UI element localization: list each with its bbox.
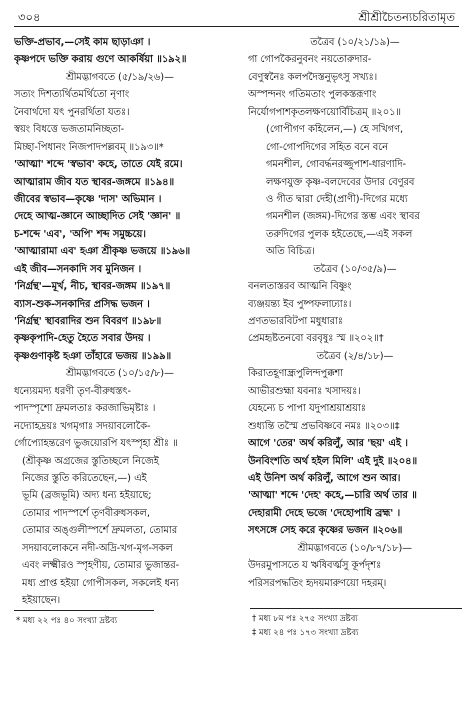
- text-line: যেহন্যে চ পাপা যদুপাশ্রয়াশ্রয়াঃ: [248, 403, 366, 415]
- text-line: তোমার অঙ্গুলীস্পর্শে দ্রুমলতা, তোমার: [22, 525, 178, 537]
- text-line: 'আত্মারামা এব' হঞা শ্রীকৃষ্ণ ভজয়ে ॥১৯৬॥: [14, 246, 191, 258]
- text-line: 'আত্মা' শব্দে 'দেহ' কহে,—চারি অর্থ তার ॥: [248, 490, 417, 502]
- text-line: বেণুস্বনৈঃ কলপদৈস্তনুভৃৎসু সখ্যঃ।: [248, 71, 378, 83]
- text-line: বনলতাস্তরব আত্মনি বিষ্ণুং: [248, 281, 352, 293]
- text-line: উনবিংশতি অর্থ হইল মিলি' এই দুই ॥২০৪॥: [248, 455, 418, 467]
- text-line: এবং লক্ষ্মীরও স্পৃহণীয়, তোমার ভুজান্তর-: [22, 560, 180, 572]
- text-line: গো-গোপদিগের সহিত বনে বনে: [266, 141, 388, 153]
- text-line: শ্রীমদ্ভাগবতে (৫/১৯/২৬)—: [66, 71, 174, 83]
- right-footnote-2: ‡ মধ্য ২৪ পঃ ১৭৩ সংখ্যা দ্রষ্টব্য: [252, 627, 359, 637]
- text-line: আত্মারাম জীব যত স্থাবর-জঙ্গমে ॥১৯৪॥: [14, 176, 175, 188]
- text-line: সত্যং দিশত্যর্থিতমর্থিতো নৃণাং: [14, 89, 130, 101]
- text-line: শ্রীমদ্ভাগবতে (১০/৮৭/১৮)—: [297, 542, 413, 554]
- left-text-column: [14, 34, 226, 609]
- text-line: দেহারামী দেহে ভজে 'দেহোপাধি ব্রহ্ম' ।: [248, 507, 401, 519]
- text-line: ধন্যেয়মদ্য ধরণী তৃণ-বীরুধস্তৎ-: [14, 385, 132, 397]
- text-line: চ-শব্দে 'এব', 'অপি' শব্দ সমুচ্চয়ে।: [14, 228, 146, 240]
- text-line: গমনশীল (জঙ্গম)-দিগের স্তম্ভ এবং স্থাবর: [266, 211, 420, 223]
- text-line: 'আত্মা' শব্দে 'স্বভাব' কহে, তাতে যেই রমে।: [14, 159, 183, 171]
- left-footnote: * মধ্য ২২ পঃ ৪০ সংখ্যা দ্রষ্টব্য: [16, 615, 118, 625]
- text-line: তত্রৈব (২/৪/১৮)—: [316, 350, 394, 362]
- text-line: জীবের স্বভাব—কৃষ্ণে 'দাস' অভিমান ।: [14, 193, 162, 205]
- text-line: কৃষ্ণগুণাকৃষ্ট হঞা তাঁহারে ভজয় ॥১৯৯॥: [14, 350, 172, 362]
- text-line: এই উনিশ অর্থ করিলুঁ, আগে শুন আর।: [248, 472, 401, 484]
- text-line: নিজের স্তুতি করিতেছেন,—) এই: [22, 472, 147, 484]
- text-line: স্বয়ং বিধত্তে ভজতামনিচ্ছতা-: [14, 124, 125, 136]
- text-line: তোমার পাদস্পর্শে তৃণবীরুধসকল,: [22, 507, 150, 519]
- text-line: নির্যোগপাশকৃতলক্ষণয়োর্বিচিত্রম্ ॥২০১॥: [248, 106, 401, 118]
- left-footnote-rule: [14, 610, 154, 611]
- text-line: সৎসঙ্গে সেহ করে কৃষ্ণের ভজন ॥২০৬॥: [248, 525, 403, 537]
- book-title: শ্রীশ্রীচৈতন্যচরিতামৃত: [358, 10, 455, 24]
- page-number: ৩০৪: [18, 10, 41, 24]
- text-line: ভক্তি-প্রভাব,—সেই কাম ছাড়াঞা ।: [14, 37, 151, 48]
- text-line: নৈবার্থদো যৎ পুনরর্থিতা যতঃ।: [14, 106, 130, 118]
- text-line: কৃষ্ণকৃপাদি-হেতু হৈতে সবার উদয় ।: [14, 333, 151, 345]
- text-line: শুধ্যন্তি তস্মৈ প্রভবিষ্ণবে নমঃ ॥২০৩॥‡: [248, 420, 400, 432]
- text-line: নদ্যোহদ্রয়ঃ খগমৃগাঃ সদয়াবলোকৈ-: [14, 420, 151, 432]
- text-line: সদয়াবলোকনে নদী-অদ্রি-খগ-মৃগ-সকল: [22, 542, 173, 554]
- text-line: ভূমি (ব্রজভূমি) অদ্য ধন্য হইয়াছে;: [22, 490, 152, 502]
- text-line: কিরাতহূণান্ধ্রপুলিন্দপুক্কশা: [248, 368, 344, 380]
- right-text-column: [248, 34, 462, 592]
- text-line: লক্ষণযুক্ত কৃষ্ণ-বলদেবের উদার বেণুরব: [266, 176, 415, 188]
- page-header: [14, 8, 459, 27]
- text-line: অস্পন্দনং গতিমতাং পুলকস্তরূণাং: [248, 89, 377, 101]
- text-line: প্রণতভারবিটপা মধুধারাঃ: [248, 316, 344, 327]
- text-line: ও গীত দ্বারা দেহী(প্রাণী)-দিগের মধ্যে: [266, 193, 408, 205]
- text-line: শ্রীমদ্ভাগবতে (১০/১৫/৮)—: [66, 368, 174, 380]
- text-line: ব্যাস-শুক-সনকাদির প্রসিদ্ধ ভজন ।: [14, 298, 150, 310]
- text-line: দেহে আত্ম-জ্ঞানে আচ্ছাদিত সেই 'জ্ঞান' ॥: [14, 211, 181, 223]
- text-line: (শ্রীকৃষ্ণ অগ্রজের স্তুতিচ্ছলে নিজেই: [22, 455, 159, 467]
- text-line: গা গোপকৈরনুবনং নয়তোরুদার-: [248, 54, 372, 66]
- text-line: মিচ্ছা-পিধানং নিজপাদপল্লবম্ ॥১৯৩॥*: [14, 141, 164, 153]
- text-line: উদরমুপাসতে য ঋষিবর্ত্মসু কূর্পদৃশঃ: [248, 560, 382, 572]
- text-line: 'নির্গ্রন্থ' স্থাবরাদির শুন বিবরণ ॥১৯৮॥: [14, 316, 162, 327]
- text-line: আভীরশুহ্মা যবনাঃ খসাদয়ঃ।: [248, 385, 361, 397]
- text-line: (গোপীগণ কহিলেন,—) হে সখিগণ,: [266, 124, 404, 136]
- text-line: তরুদিগের পুলক হইতেছে,—এই সকল: [266, 228, 413, 240]
- text-line: পাদস্পৃশো দ্রুমলতাঃ করজাভিমৃষ্টাঃ ।: [14, 403, 156, 415]
- text-line: হইয়াছেন।: [22, 595, 61, 606]
- text-line: প্রেমহৃষ্টতনবো বরবৃষুঃ স্ম ॥২০২॥†: [248, 333, 384, 345]
- text-line: মধ্য প্রাপ্ত হইয়া গোপীসকল, সকলেই ধন্য: [22, 577, 179, 589]
- text-line: 'নির্গ্রন্থ'—মূর্খ, নীচ, স্থাবর-জঙ্গম ॥১৯৭॥: [14, 281, 171, 293]
- right-footnote-rule: [250, 608, 462, 609]
- text-line: আগে 'তের' অর্থ করিলুঁ, আর 'ছয়' এই ।: [248, 438, 408, 450]
- text-line: তত্রৈব (১০/৩৫/৯)—: [313, 263, 397, 275]
- text-line: র্গোপ্যোহন্তরেণ ভুজয়োরপি যৎস্পৃহা শ্রীঃ ॥: [14, 438, 178, 450]
- text-line: গমনশীল, গোবর্দ্ধনরজ্জুপাশ-ধারণাদি-: [266, 159, 407, 171]
- text-line: ব্যঞ্জয়ন্ত্য ইব পুষ্পফলাঢ্যাঃ।: [248, 298, 352, 310]
- text-line: এই জীব—সনকাদি সব মুনিজন ।: [14, 263, 142, 275]
- text-line: পরিসরপদ্ধতিং হৃদয়মারুণয়ো দহরম্।: [248, 577, 387, 589]
- text-line: কৃষ্ণপদে ভক্তি করায় গুণে আকর্ষিয়া ॥১৯২॥: [14, 54, 187, 66]
- right-footnote-1: † মধ্য ৮ম পঃ ২৭৫ সংখ্যা দ্রষ্টব্য: [252, 613, 358, 623]
- text-line: অতি বিচিত্র।: [266, 246, 315, 258]
- text-line: তত্রৈব (১০/২১/১৯)—: [310, 37, 400, 48]
